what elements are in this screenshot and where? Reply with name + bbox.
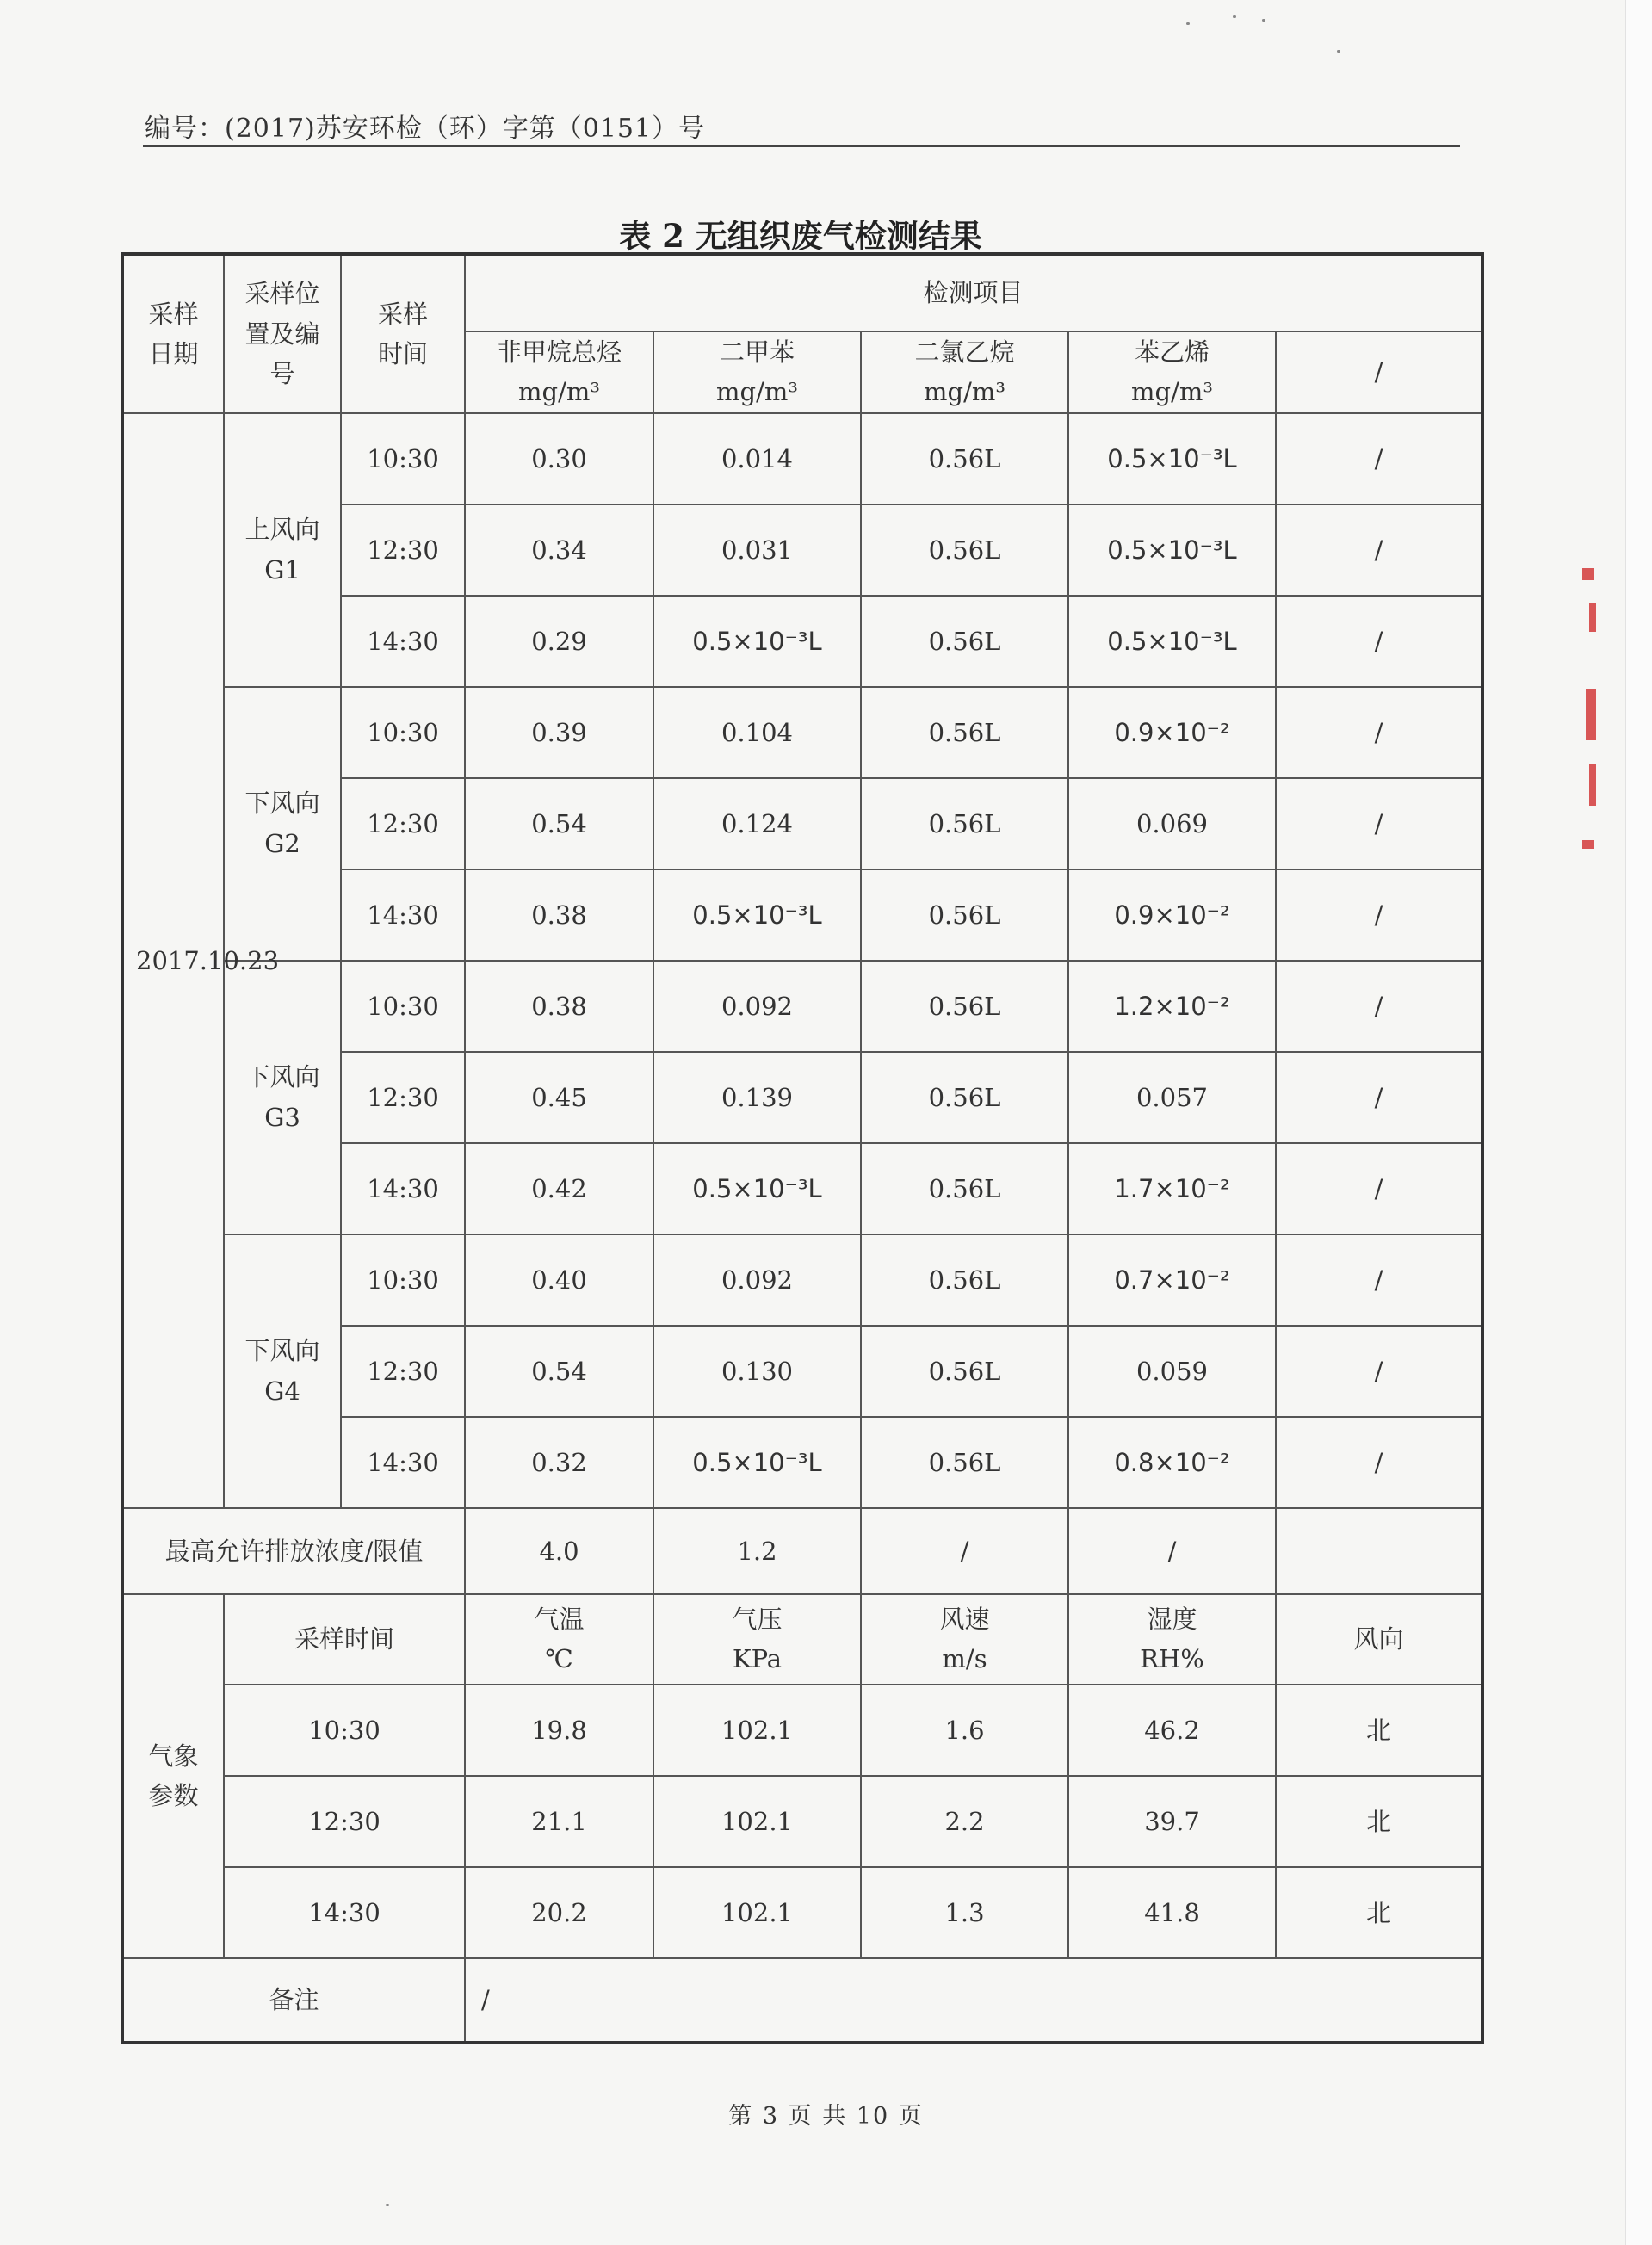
pollutant-header (861, 331, 1068, 413)
sample-time: 12:30 (341, 778, 465, 869)
result-value: 0.014 (653, 413, 861, 504)
result-value: 0.38 (465, 961, 653, 1052)
result-value: / (1276, 961, 1482, 1052)
met-value: 19.8 (465, 1685, 653, 1776)
header-name: 非甲烷总烃 (496, 337, 622, 367)
met-time: 12:30 (224, 1776, 465, 1867)
header-name: 二甲苯 (719, 337, 795, 367)
limit-empty (1276, 1508, 1482, 1594)
header-name: 下风向 (244, 1336, 320, 1366)
sample-time: 10:30 (341, 961, 465, 1052)
met-label: 气象参数 (122, 1594, 224, 1958)
result-value: / (1276, 1417, 1482, 1508)
header-name: 湿度 (1147, 1604, 1197, 1634)
result-value: / (1276, 596, 1482, 687)
header-name: 二氯乙烷 (914, 337, 1015, 367)
header-name: / (1374, 357, 1383, 387)
result-value: 0.56L (861, 1052, 1068, 1143)
stamp-fragment (1582, 840, 1594, 849)
sampling-location (224, 1234, 341, 1508)
header-sampling-time: 采样时间 (341, 254, 465, 413)
limit-value: / (1068, 1508, 1276, 1594)
result-value: 0.031 (653, 504, 861, 596)
result-value: 0.56L (861, 961, 1068, 1052)
result-value: / (1276, 1234, 1482, 1326)
document-number: 编号：(2017)苏安环检（环）字第（0151）号 (145, 114, 706, 144)
scan-speck (1262, 19, 1265, 22)
sampling-location (224, 961, 341, 1234)
met-time: 14:30 (224, 1867, 465, 1958)
result-value: 0.5×10⁻³L (653, 1417, 861, 1508)
met-header (1276, 1594, 1482, 1685)
met-value: 102.1 (653, 1776, 861, 1867)
header-unit: KPa (732, 1644, 783, 1674)
table-title: 表 2 无组织废气检测结果 (619, 217, 982, 255)
header-name: 上风向 (244, 515, 320, 545)
header-unit: G4 (264, 1376, 300, 1406)
sample-time: 12:30 (341, 1052, 465, 1143)
header-unit: G2 (264, 828, 300, 858)
result-value: 0.5×10⁻³L (1068, 596, 1276, 687)
scan-speck (386, 2204, 389, 2206)
limit-value: / (861, 1508, 1068, 1594)
sample-time: 14:30 (341, 596, 465, 687)
result-value: 0.124 (653, 778, 861, 869)
met-time-header: 采样时间 (224, 1594, 465, 1685)
remark-value: / (465, 1958, 1482, 2043)
result-value: 0.104 (653, 687, 861, 778)
sample-time: 10:30 (341, 413, 465, 504)
result-value: 0.9×10⁻² (1068, 869, 1276, 961)
header-unit: mg/m³ (518, 377, 600, 407)
header-name: 气温 (534, 1604, 585, 1634)
sample-time: 10:30 (341, 1234, 465, 1326)
result-value: 0.7×10⁻² (1068, 1234, 1276, 1326)
met-value: 20.2 (465, 1867, 653, 1958)
header-name: 气压 (732, 1604, 783, 1634)
stamp-fragment (1589, 764, 1596, 806)
met-value: 北 (1276, 1685, 1482, 1776)
header-unit: m/s (942, 1644, 987, 1674)
result-value: 0.9×10⁻² (1068, 687, 1276, 778)
sample-time: 14:30 (341, 1417, 465, 1508)
met-value: 北 (1276, 1867, 1482, 1958)
limit-label: 最高允许排放浓度/限值 (122, 1508, 465, 1594)
result-value: / (1276, 687, 1482, 778)
met-value: 21.1 (465, 1776, 653, 1867)
result-value: / (1276, 1052, 1482, 1143)
result-value: 0.057 (1068, 1052, 1276, 1143)
sample-time: 12:30 (341, 504, 465, 596)
sample-time: 12:30 (341, 1326, 465, 1417)
result-value: 0.42 (465, 1143, 653, 1234)
result-value: 0.56L (861, 1326, 1068, 1417)
met-value: 2.2 (861, 1776, 1068, 1867)
result-value: 0.56L (861, 413, 1068, 504)
result-value: 0.30 (465, 413, 653, 504)
sample-time: 10:30 (341, 687, 465, 778)
result-value: 0.56L (861, 1143, 1068, 1234)
header-unit: mg/m³ (716, 377, 798, 407)
result-value: 0.56L (861, 869, 1068, 961)
met-value: 北 (1276, 1776, 1482, 1867)
result-value: 0.5×10⁻³L (1068, 504, 1276, 596)
result-value: 0.56L (861, 504, 1068, 596)
met-time: 10:30 (224, 1685, 465, 1776)
sample-time: 14:30 (341, 869, 465, 961)
header-unit: mg/m³ (924, 377, 1005, 407)
result-value: / (1276, 1326, 1482, 1417)
met-value: 1.3 (861, 1867, 1068, 1958)
result-value: 0.56L (861, 687, 1068, 778)
sampling-location (224, 687, 341, 961)
pollutant-header (653, 331, 861, 413)
result-value: / (1276, 1143, 1482, 1234)
scan-speck (1186, 22, 1190, 25)
met-header (653, 1594, 861, 1685)
result-value: 0.34 (465, 504, 653, 596)
pollutant-header (1068, 331, 1276, 413)
header-name: 风向 (1353, 1624, 1404, 1654)
result-value: 0.32 (465, 1417, 653, 1508)
result-value: 0.5×10⁻³L (1068, 413, 1276, 504)
met-header (861, 1594, 1068, 1685)
result-value: / (1276, 413, 1482, 504)
result-value: 0.5×10⁻³L (653, 869, 861, 961)
pollutant-header (1276, 331, 1482, 413)
result-value: 1.2×10⁻² (1068, 961, 1276, 1052)
result-value: 0.139 (653, 1052, 861, 1143)
scan-speck (1337, 50, 1340, 53)
met-value: 41.8 (1068, 1867, 1276, 1958)
stamp-fragment (1582, 568, 1594, 580)
header-test-items: 检测项目 (465, 254, 1482, 331)
result-value: 1.7×10⁻² (1068, 1143, 1276, 1234)
result-value: 0.5×10⁻³L (653, 596, 861, 687)
limit-value: 4.0 (465, 1508, 653, 1594)
stamp-fragment (1586, 689, 1596, 740)
result-value: 0.130 (653, 1326, 861, 1417)
result-value: 0.56L (861, 778, 1068, 869)
result-value: 0.56L (861, 1417, 1068, 1508)
header-unit: mg/m³ (1131, 377, 1213, 407)
met-header (465, 1594, 653, 1685)
header-name: 下风向 (244, 789, 320, 819)
header-rule (143, 145, 1460, 147)
header-unit: G1 (264, 554, 300, 584)
limit-value: 1.2 (653, 1508, 861, 1594)
result-value: 0.069 (1068, 778, 1276, 869)
result-value: 0.059 (1068, 1326, 1276, 1417)
result-value: 0.39 (465, 687, 653, 778)
met-value: 46.2 (1068, 1685, 1276, 1776)
header-unit: ℃ (545, 1644, 573, 1674)
result-value: / (1276, 869, 1482, 961)
header-name: 风速 (939, 1604, 990, 1634)
header-sampling-date: 采样日期 (122, 254, 224, 413)
result-value: 0.38 (465, 869, 653, 961)
results-table (121, 252, 1484, 2044)
result-value: 0.092 (653, 1234, 861, 1326)
result-value: 0.8×10⁻² (1068, 1417, 1276, 1508)
header-name: 下风向 (244, 1062, 320, 1092)
scan-speck (1233, 15, 1236, 18)
result-value: 0.40 (465, 1234, 653, 1326)
page-footer: 第 3 页 共 10 页 (728, 2103, 924, 2130)
sampling-location (224, 413, 341, 687)
result-value: 0.54 (465, 1326, 653, 1417)
pollutant-header (465, 331, 653, 413)
result-value: / (1276, 504, 1482, 596)
result-value: 0.5×10⁻³L (653, 1143, 861, 1234)
met-value: 102.1 (653, 1685, 861, 1776)
result-value: 0.54 (465, 778, 653, 869)
result-value: 0.56L (861, 596, 1068, 687)
header-location: 采样位置及编号 (224, 254, 341, 413)
met-value: 39.7 (1068, 1776, 1276, 1867)
result-value: 0.45 (465, 1052, 653, 1143)
met-header (1068, 1594, 1276, 1685)
met-value: 1.6 (861, 1685, 1068, 1776)
result-value: / (1276, 778, 1482, 869)
header-name: 苯乙烯 (1134, 337, 1210, 367)
header-unit: RH% (1140, 1644, 1204, 1674)
result-value: 0.092 (653, 961, 861, 1052)
stamp-fragment (1589, 603, 1596, 632)
met-value: 102.1 (653, 1867, 861, 1958)
sample-time: 14:30 (341, 1143, 465, 1234)
result-value: 0.56L (861, 1234, 1068, 1326)
page-edge (1625, 0, 1652, 2245)
remark-label: 备注 (122, 1958, 465, 2043)
result-value: 0.29 (465, 596, 653, 687)
header-unit: G3 (264, 1102, 300, 1132)
sampling-date: 2017.10.23 (122, 413, 224, 1508)
